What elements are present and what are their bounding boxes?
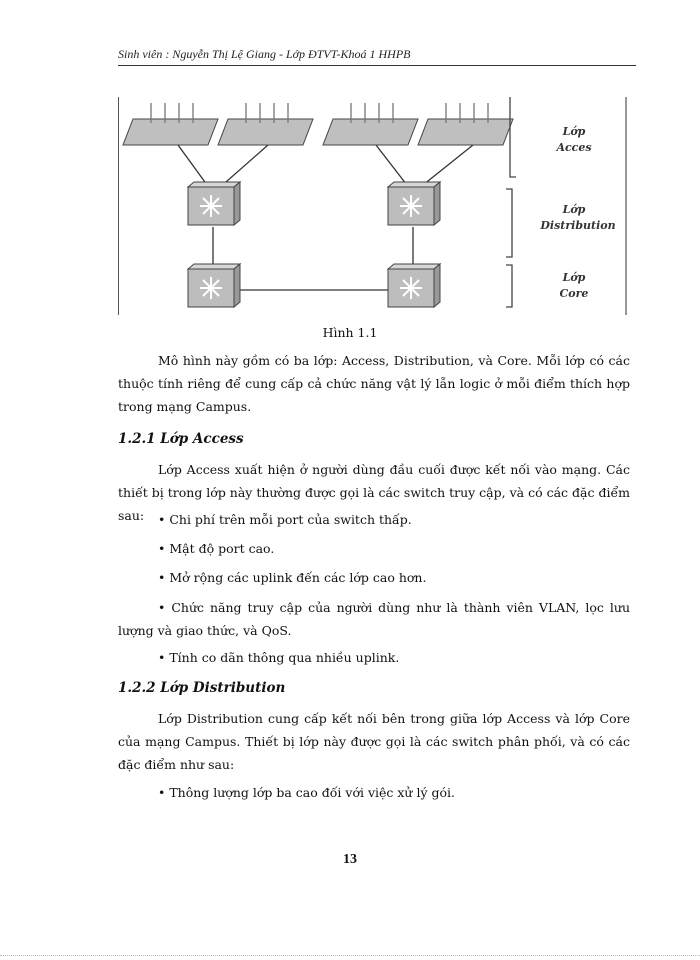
core-switch bbox=[388, 264, 440, 307]
core-switch bbox=[188, 264, 240, 307]
layer-label-core-line2: Core bbox=[559, 287, 589, 300]
distribution-core-links bbox=[213, 227, 413, 290]
layer-label-distribution-line2: Distribution bbox=[540, 219, 616, 232]
intro-paragraph: Mô hình này gồm có ba lớp: Access, Distribution, và Core. Mỗi lớp có các thuộc tính riêng để cung cấp cả chức năng vật lý lẫn logic ở mỗi điểm thích hợp trong mạng Campus. bbox=[118, 353, 630, 414]
page-number: 13 bbox=[343, 852, 357, 867]
section-2-heading: 1.2.2 Lớp Distribution bbox=[118, 680, 286, 696]
section-1-heading: 1.2.1 Lớp Access bbox=[118, 431, 244, 447]
access-switch bbox=[418, 103, 513, 145]
layer-label-core-line1: Lớp bbox=[562, 271, 586, 284]
access-switch bbox=[123, 103, 218, 145]
layer-label-access-line1: Lớp bbox=[562, 125, 586, 138]
figure-caption: Hình 1.1 bbox=[322, 325, 378, 340]
bullet-item: • Mật độ port cao. bbox=[158, 541, 275, 556]
bullet-item: • Chi phí trên mỗi port của switch thấp. bbox=[158, 512, 412, 527]
bottom-rule bbox=[0, 955, 700, 956]
layer-label-distribution-line1: Lớp bbox=[562, 203, 586, 216]
section-1-paragraph: Lớp Access xuất hiện ở người dùng đầu cuối được kết nối vào mạng. Các thiết bị trong lớp này thường được gọi là các switch truy cập, và có các đặc điểm sau: bbox=[118, 462, 630, 523]
distribution-switch bbox=[388, 182, 440, 225]
bullet-item: • Thông lượng lớp ba cao đối với việc xử lý gói. bbox=[158, 785, 455, 800]
network-hierarchy-figure bbox=[118, 97, 628, 315]
distribution-switch bbox=[188, 182, 240, 225]
bullet-item: • Mở rộng các uplink đến các lớp cao hơn. bbox=[158, 570, 427, 585]
bullet-item: • Tính co dãn thông qua nhiều uplink. bbox=[158, 650, 400, 665]
section-2-paragraph: Lớp Distribution cung cấp kết nối bên trong giữa lớp Access và lớp Core của mạng Campus. Thiết bị lớp này được gọi là các switch phân phối, và có các đặc điểm như sau: bbox=[118, 711, 630, 772]
page-header: Sinh viên : Nguyễn Thị Lệ Giang - Lớp ĐTVT-Khoá 1 HHPB bbox=[118, 47, 636, 66]
access-switch bbox=[218, 103, 313, 145]
layer-label-access-line2: Acces bbox=[556, 141, 592, 154]
bullet-item: • Chức năng truy cập của người dùng như là thành viên VLAN, lọc lưu lượng và giao thức, và QoS. bbox=[118, 600, 630, 638]
access-switch bbox=[323, 103, 418, 145]
